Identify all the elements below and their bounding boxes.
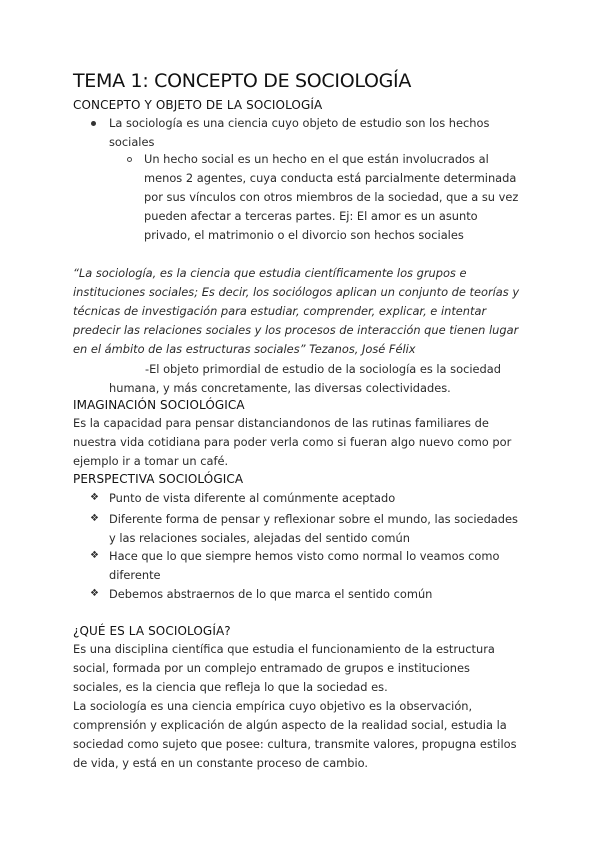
list-item: diferente: [109, 568, 161, 582]
note-line: humana, y más concretamente, las diversas colectividades.: [109, 381, 451, 395]
diamond-bullet-icon: ❖: [90, 492, 99, 503]
section-heading-concepto: CONCEPTO Y OBJETO DE LA SOCIOLOGÍA: [73, 98, 323, 112]
paragraph-line: ejemplo ir a tomar un café.: [73, 454, 229, 468]
paragraph-line: Es una disciplina científica que estudia el funcionamiento de la estructura: [73, 642, 495, 656]
quote-line: predecir las relaciones sociales y los procesos de interacción que tienen lugar: [73, 323, 519, 337]
paragraph-line: comprensión y explicación de algún aspecto de la realidad social, estudia la: [73, 718, 507, 732]
bullet-line: La sociología es una ciencia cuyo objeto de estudio son los hechos: [109, 116, 490, 130]
sub-bullet-line: por sus vínculos con otros miembros de la sociedad, que a su vez: [144, 190, 519, 204]
paragraph-line: sociales, es la ciencia que refleja lo que la sociedad es.: [73, 680, 388, 694]
quote-line: instituciones sociales; Es decir, los sociólogos aplican un conjunto de teorías y: [73, 285, 520, 299]
sub-bullet-line: pueden afectar a terceras partes. Ej: El amor es un asunto: [144, 209, 478, 223]
paragraph-line: social, formada por un complejo entramado de grupos e instituciones: [73, 661, 470, 675]
section-heading-perspectiva: PERSPECTIVA SOCIOLÓGICA: [73, 472, 244, 486]
section-heading-que-es: ¿QUÉ ES LA SOCIOLOGÍA?: [73, 624, 231, 638]
list-item: y las relaciones sociales, alejadas del sentido común: [109, 531, 410, 545]
list-item: Punto de vista diferente al comúnmente aceptado: [109, 491, 396, 505]
bullet-dot-icon: [91, 121, 96, 126]
sub-bullet-line: Un hecho social es un hecho en el que están involucrados al: [144, 152, 489, 166]
diamond-bullet-icon: ❖: [90, 513, 99, 524]
section-heading-imaginacion: IMAGINACIÓN SOCIOLÓGICA: [73, 398, 245, 412]
paragraph-line: de vida, y está en un constante proceso de cambio.: [73, 756, 369, 770]
diamond-bullet-icon: ❖: [90, 588, 99, 599]
page-title: TEMA 1: CONCEPTO DE SOCIOLOGÍA: [73, 70, 412, 92]
sub-bullet-line: menos 2 agentes, cuya conducta está parcialmente determinada: [144, 171, 517, 185]
list-item: Hace que lo que siempre hemos visto como normal lo veamos como: [109, 549, 500, 563]
paragraph-line: La sociología es una ciencia empírica cuyo objetivo es la observación,: [73, 699, 473, 713]
quote-line: técnicas de investigación para estudiar, comprender, explicar, e intentar: [73, 304, 487, 318]
diamond-bullet-icon: ❖: [90, 550, 99, 561]
paragraph-line: sociedad como sujeto que posee: cultura, transmite valores, propugna estilos: [73, 737, 517, 751]
list-item: Diferente forma de pensar y reflexionar sobre el mundo, las sociedades: [109, 512, 518, 526]
bullet-line: sociales: [109, 135, 155, 149]
quote-line: “La sociología, es la ciencia que estudia científicamente los grupos e: [73, 266, 467, 280]
sub-bullet-line: privado, el matrimonio o el divorcio son hechos sociales: [144, 228, 464, 242]
paragraph-line: Es la capacidad para pensar distanciandonos de las rutinas familiares de: [73, 416, 489, 430]
quote-line: en el ámbito de las estructuras sociales” Tezanos, José Félix: [73, 342, 416, 356]
bullet-circle-icon: [127, 157, 132, 162]
paragraph-line: nuestra vida cotidiana para poder verla como si fueran algo nuevo como por: [73, 435, 512, 449]
list-item: Debemos abstraernos de lo que marca el sentido común: [109, 587, 433, 601]
note-line: -El objeto primordial de estudio de la sociología es la sociedad: [145, 362, 501, 376]
